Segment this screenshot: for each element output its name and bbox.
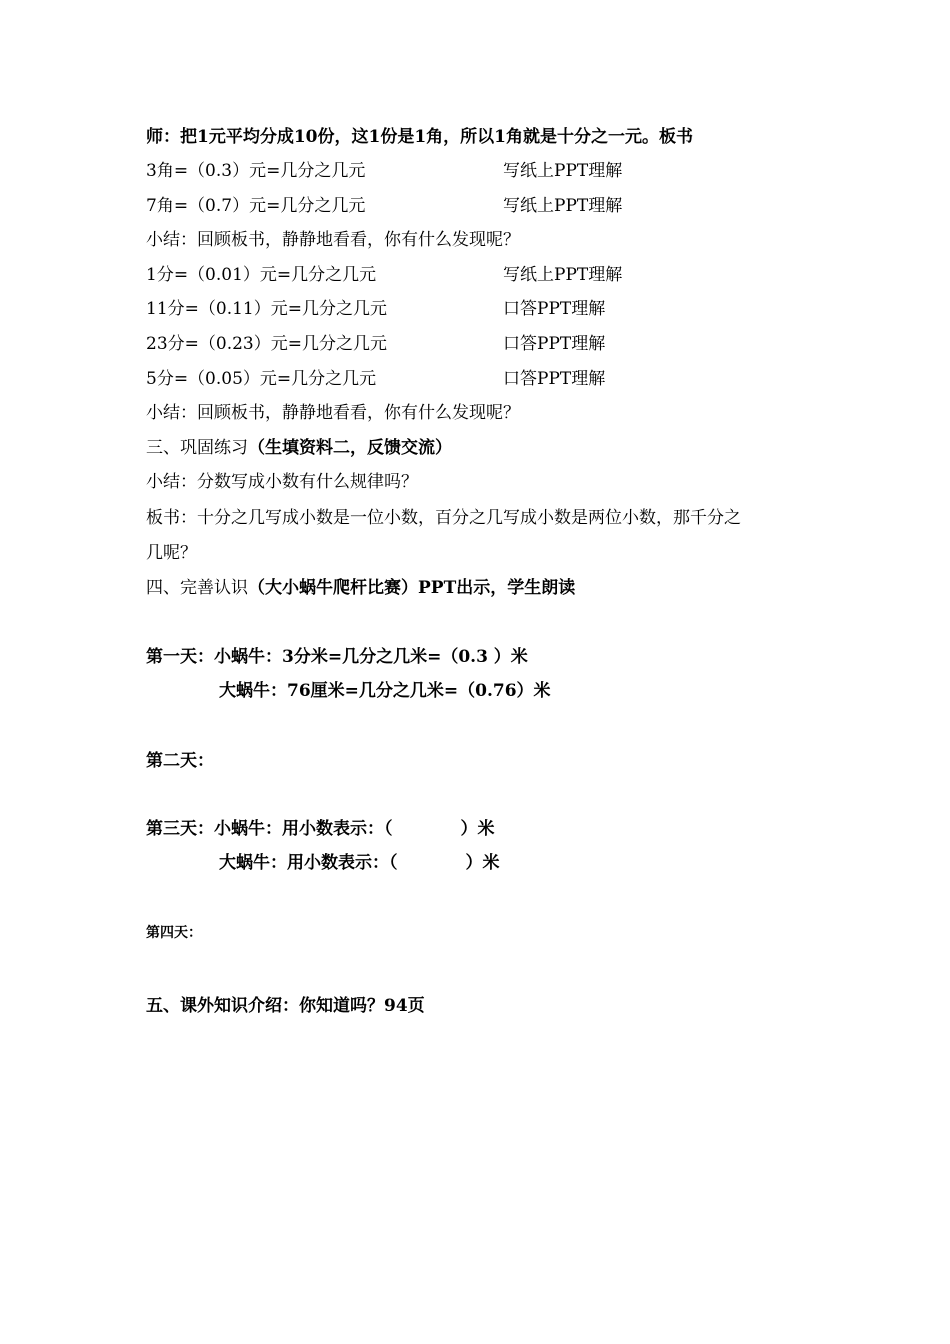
board-note-cont: 几呢？ [146, 543, 197, 563]
row-3jiao: 3角=（0.3）元=几分之几元 [146, 161, 366, 181]
row-23fen: 23分=（0.23）元=几分之几元 [146, 334, 387, 354]
section-3-title: 三、巩固练习 [146, 438, 248, 458]
day-3-small-snail: 第三天：小蜗牛：用小数表示：（ ）米 [146, 819, 495, 839]
section-4-heading [146, 577, 575, 599]
section-4-subtitle: （大小蜗牛爬杆比赛）PPT出示，学生朗读 [248, 578, 576, 598]
row-5fen-note: 口答PPT理解 [503, 369, 606, 389]
day-4: 第四天： [146, 925, 202, 941]
row-7jiao-note: 写纸上PPT理解 [503, 196, 623, 216]
row-1fen: 1分=（0.01）元=几分之几元 [146, 265, 377, 285]
summary-1: 小结：回顾板书，静静地看看，你有什么发现呢？ [146, 230, 520, 250]
section-3-heading [146, 437, 452, 459]
day-1-big-snail: 大蜗牛：76厘米=几分之几米=（0.76）米 [219, 681, 551, 701]
section-3-subtitle: （生填资料二，反馈交流） [248, 438, 452, 458]
row-11fen-note: 口答PPT理解 [503, 299, 606, 319]
day-3-big-snail: 大蜗牛：用小数表示：（ ）米 [219, 853, 500, 873]
day-1-small-snail: 第一天：小蜗牛：3分米=几分之几米=（0.3 ）米 [146, 647, 528, 667]
section-5-heading: 五、课外知识介绍：你知道吗？94页 [146, 996, 425, 1016]
row-23fen-note: 口答PPT理解 [503, 334, 606, 354]
row-11fen: 11分=（0.11）元=几分之几元 [146, 299, 387, 319]
row-3jiao-note: 写纸上PPT理解 [503, 161, 623, 181]
row-5fen: 5分=（0.05）元=几分之几元 [146, 369, 377, 389]
board-note: 板书：十分之几写成小数是一位小数，百分之几写成小数是两位小数，那千分之 [146, 508, 741, 528]
summary-3: 小结：分数写成小数有什么规律吗？ [146, 472, 418, 492]
row-7jiao: 7角=（0.7）元=几分之几元 [146, 196, 366, 216]
row-1fen-note: 写纸上PPT理解 [503, 265, 623, 285]
section-4-title: 四、完善认识 [146, 578, 248, 598]
day-2: 第二天： [146, 751, 214, 771]
summary-2: 小结：回顾板书，静静地看看，你有什么发现呢？ [146, 403, 520, 423]
teacher-explanation: 师：把1元平均分成10份，这1份是1角，所以1角就是十分之一元。板书 [146, 127, 693, 147]
